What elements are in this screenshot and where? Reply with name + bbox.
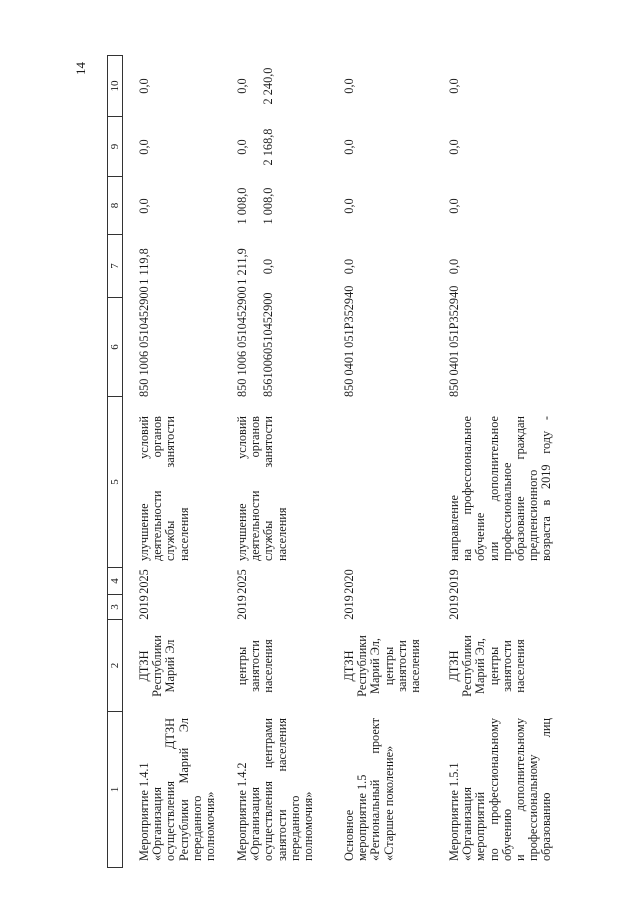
cell-line: «Старшее поколение» xyxy=(381,745,396,861)
cell-line: населения xyxy=(261,639,276,693)
header-cell-2: 2 xyxy=(108,620,122,712)
header-cell-1: 1 xyxy=(108,712,122,868)
cell-col-8 xyxy=(236,177,276,235)
header-cell-8: 8 xyxy=(108,177,122,235)
cell-line: занятости населения xyxy=(274,718,289,861)
cell-line: и дополнительному xyxy=(512,718,527,861)
cell-line: 1 119,8 xyxy=(137,248,151,285)
cell-col-6 xyxy=(137,286,151,397)
cell-line: 0,0 xyxy=(447,198,461,214)
cell-col-2 xyxy=(138,620,178,712)
cell-col-5 xyxy=(236,410,289,568)
cell-line: переданного xyxy=(287,795,302,861)
cell-line: Республики xyxy=(460,635,475,697)
cell-col-3 xyxy=(343,595,356,620)
cell-col-10 xyxy=(236,55,276,117)
cell-line: 0,0 xyxy=(235,78,249,94)
header-cell-3: 3 xyxy=(108,595,122,620)
cell-line: «Организация xyxy=(150,787,165,861)
cell-col-1 xyxy=(448,712,554,868)
cell-line: 2019 xyxy=(447,569,461,594)
cell-line: центры xyxy=(381,646,396,686)
cell-col-8 xyxy=(343,177,356,235)
cell-col-9 xyxy=(138,117,151,177)
cell-line: 2 168,8 xyxy=(261,128,276,166)
cell-line: 0,0 xyxy=(342,258,356,275)
cell-line: обучению xyxy=(499,808,514,861)
header-cell-4: 4 xyxy=(108,568,122,595)
cell-line: 2019 xyxy=(235,595,249,620)
cell-col-6 xyxy=(235,286,276,397)
cell-line: образованию лиц xyxy=(539,718,554,861)
cell-col-10 xyxy=(343,55,356,117)
cell-line: Республики xyxy=(355,635,370,697)
cell-line: ДТЗН xyxy=(342,650,356,682)
cell-line: 0,0 xyxy=(235,139,249,155)
cell-line: 2019 xyxy=(342,595,356,620)
cell-col-6 xyxy=(342,285,356,397)
cell-line: обучение xyxy=(473,512,488,561)
cell-line: 0,0 xyxy=(447,258,461,275)
cell-col-6 xyxy=(447,285,461,397)
cell-line: занятости xyxy=(248,640,263,692)
cell-line: направление xyxy=(447,495,461,561)
cell-line: ДТЗН xyxy=(447,650,461,682)
cell-line: Основное xyxy=(342,809,356,861)
cell-line: 0,0 xyxy=(342,139,356,155)
cell-col-8 xyxy=(448,177,461,235)
cell-line: 0,0 xyxy=(447,139,461,155)
cell-col-5 xyxy=(138,410,191,568)
cell-line: «Организация xyxy=(248,787,263,861)
cell-line: 1 008,0 xyxy=(235,187,249,225)
cell-line: службы занятости xyxy=(163,416,178,561)
cell-line: осуществления центрами xyxy=(261,718,276,861)
cell-line: профессиональному xyxy=(526,754,541,861)
cell-line: 0,0 xyxy=(342,78,356,94)
cell-col-9 xyxy=(448,117,461,177)
cell-line: центры xyxy=(235,646,249,686)
cell-line: 1 211,9 xyxy=(235,248,249,285)
cell-col-4 xyxy=(448,568,461,595)
cell-line: «Региональный проект xyxy=(368,718,383,861)
cell-line: 0,0 xyxy=(447,78,461,94)
cell-line: населения xyxy=(176,507,191,561)
table-header-row xyxy=(107,55,123,868)
cell-col-7 xyxy=(448,235,461,298)
cell-line: 2025 xyxy=(137,569,151,594)
cell-col-3 xyxy=(236,595,249,620)
cell-line: предпенсионного xyxy=(526,469,541,561)
header-cell-6: 6 xyxy=(108,298,122,397)
cell-line: 2 240,0 xyxy=(261,67,276,105)
header-cell-5: 5 xyxy=(108,397,122,568)
cell-line: улучшение условий xyxy=(137,416,151,561)
cell-line: полномочия» xyxy=(202,791,217,861)
cell-col-1 xyxy=(236,712,315,868)
cell-line: Марий Эл, xyxy=(473,638,488,694)
header-cell-9: 9 xyxy=(108,117,122,177)
cell-line: 2019 xyxy=(447,595,461,620)
cell-line: Республики xyxy=(150,635,165,697)
cell-line: деятельности органов xyxy=(248,416,263,561)
cell-line: населения xyxy=(407,639,422,693)
cell-line: службы занятости xyxy=(261,416,276,561)
cell-line: 0,0 xyxy=(137,78,151,94)
cell-line: Мероприятие 1.5.1 xyxy=(447,762,461,861)
cell-line: 1 008,0 xyxy=(261,187,276,225)
cell-line: населения xyxy=(512,639,527,693)
rotated-table-page xyxy=(73,55,587,868)
cell-col-2 xyxy=(236,620,276,712)
cell-line: 0,0 xyxy=(137,198,151,214)
cell-line: Марий Эл xyxy=(163,639,178,693)
cell-line: занятости xyxy=(499,640,514,692)
cell-col-3 xyxy=(448,595,461,620)
cell-line: мероприятий xyxy=(473,791,488,861)
cell-col-7 xyxy=(138,235,151,298)
cell-col-2 xyxy=(448,620,527,712)
cell-line: или дополнительное xyxy=(486,416,501,561)
cell-line: 0,0 xyxy=(342,198,356,214)
cell-col-10 xyxy=(138,55,151,117)
cell-line: населения xyxy=(274,507,289,561)
cell-col-3 xyxy=(138,595,151,620)
cell-col-4 xyxy=(138,568,151,595)
page-number: 14 xyxy=(73,62,88,75)
cell-line: образование граждан xyxy=(512,416,527,561)
cell-col-10 xyxy=(448,55,461,117)
cell-line: деятельности органов xyxy=(150,416,165,561)
cell-line: мероприятие 1.5 xyxy=(355,774,370,861)
cell-col-1 xyxy=(138,712,217,868)
cell-col-7 xyxy=(236,235,276,298)
cell-col-9 xyxy=(343,117,356,177)
cell-line: 850 0401 051P352940 xyxy=(447,285,461,397)
cell-line: центры xyxy=(486,646,501,686)
cell-col-2 xyxy=(343,620,422,712)
cell-col-8 xyxy=(138,177,151,235)
cell-col-7 xyxy=(343,235,356,298)
header-cell-7: 7 xyxy=(108,235,122,298)
cell-line: Мероприятие 1.4.2 xyxy=(235,762,249,861)
cell-col-4 xyxy=(236,568,249,595)
cell-line: занятости xyxy=(394,640,409,692)
cell-line: полномочия» xyxy=(300,791,315,861)
cell-col-9 xyxy=(236,117,276,177)
cell-line: 2019 xyxy=(137,595,151,620)
cell-line: Мероприятие 1.4.1 xyxy=(137,762,151,861)
cell-line: улучшение условий xyxy=(235,416,249,561)
cell-line: Марий Эл, xyxy=(368,638,383,694)
header-cell-10: 10 xyxy=(108,55,122,117)
cell-col-5 xyxy=(448,410,554,568)
cell-line: ДТЗН xyxy=(137,650,151,682)
cell-line: «Организация xyxy=(460,787,475,861)
cell-line: переданного xyxy=(189,795,204,861)
cell-line: 850 1006 0510452900 xyxy=(235,286,249,397)
cell-line: профессиональное xyxy=(499,462,514,561)
cell-line: возраста в 2019 году - xyxy=(539,416,554,561)
cell-line: 2020 xyxy=(342,569,356,594)
cell-col-1 xyxy=(343,712,396,868)
cell-line: осуществления ДТЗН xyxy=(163,718,178,861)
cell-line: Республики Марий Эл xyxy=(176,718,191,861)
cell-line: 85610060510452900 xyxy=(261,292,276,397)
cell-line: 2025 xyxy=(235,569,249,594)
cell-line: на профессиональное xyxy=(460,416,475,561)
cell-line: 850 1006 0510452900 xyxy=(137,286,151,397)
cell-col-4 xyxy=(343,568,356,595)
cell-line: 0,0 xyxy=(261,258,276,275)
cell-line: по профессиональному xyxy=(486,718,501,861)
cell-line: 0,0 xyxy=(137,139,151,155)
cell-line: 850 0401 051P352940 xyxy=(342,285,356,397)
